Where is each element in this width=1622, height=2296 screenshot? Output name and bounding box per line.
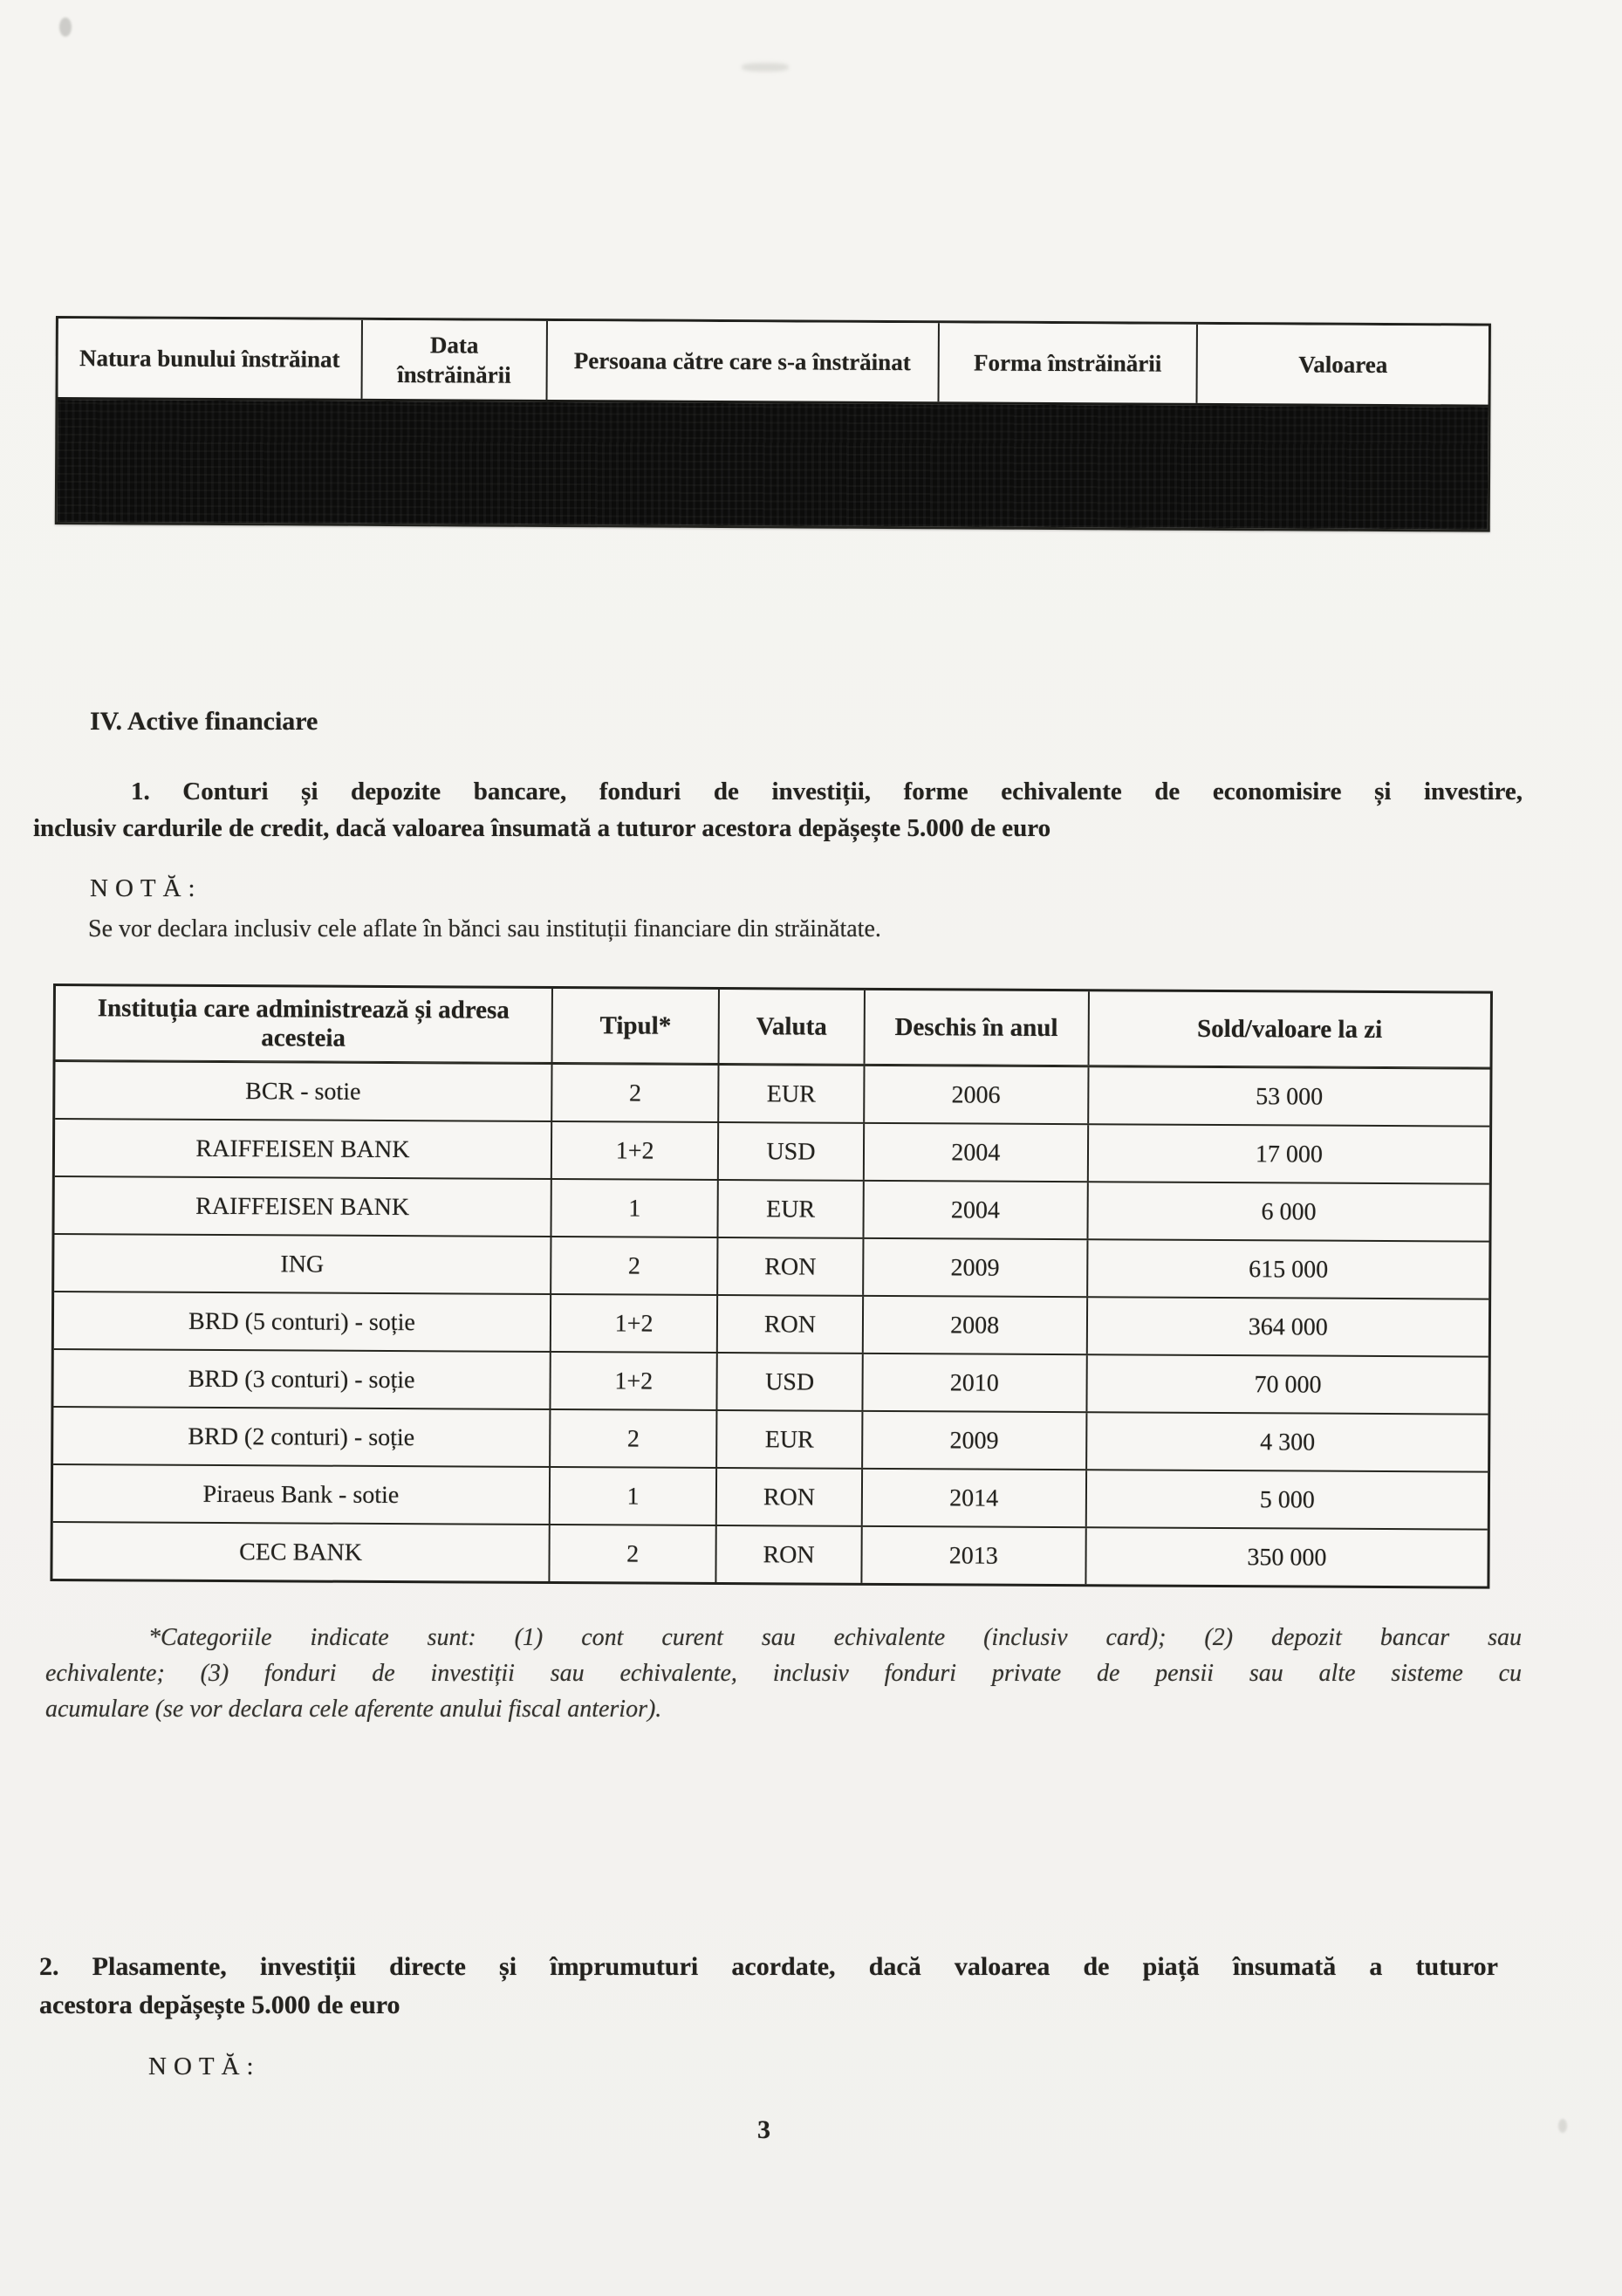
disposed-goods-table-header-row <box>58 319 1488 408</box>
page-number: 3 <box>757 2115 770 2144</box>
table-row <box>55 1175 1489 1241</box>
cell-currency: USD <box>719 1123 865 1180</box>
disposed-goods-table <box>55 316 1491 532</box>
cell-type: 1 <box>551 1468 718 1525</box>
table-row <box>53 1463 1488 1529</box>
cell-balance: 53 000 <box>1256 1082 1324 1111</box>
cell-opened: 2009 <box>864 1239 1088 1296</box>
accounts-table-header-row <box>56 986 1490 1068</box>
header-valuta: Valuta <box>720 990 866 1064</box>
cell-balance: 350 000 <box>1247 1543 1327 1572</box>
redacted-block <box>58 400 1489 530</box>
cell-balance: 4 300 <box>1260 1428 1316 1456</box>
table-row <box>54 1291 1489 1356</box>
header-sold-valoare: Sold/valoare la zi <box>1196 1014 1383 1044</box>
section-iv-item1-paragraph <box>33 773 1523 846</box>
nota-label-1: NOTĂ: <box>90 874 202 902</box>
cell-opened: 2006 <box>865 1066 1089 1123</box>
cell-currency: EUR <box>720 1066 866 1122</box>
cell-currency: USD <box>718 1354 864 1410</box>
cell-opened: 2008 <box>863 1297 1087 1354</box>
cell-institution: ING <box>54 1235 551 1293</box>
cell-institution: BRD (5 conturi) - soție <box>54 1292 551 1351</box>
cell-opened: 2014 <box>862 1470 1086 1526</box>
nota-text-1: Se vor declara inclusiv cele aflate în bănci sau instituții financiare din străinătate. <box>88 915 881 942</box>
cell-balance: 364 000 <box>1248 1312 1328 1341</box>
cell-type: 2 <box>551 1410 718 1467</box>
cell-type: 2 <box>550 1525 717 1582</box>
header-institutia: Instituția care administrează și adresa acesteia <box>56 986 553 1062</box>
cell-institution: BRD (3 conturi) - soție <box>53 1350 551 1408</box>
cell-opened: 2010 <box>863 1354 1087 1411</box>
table-row <box>53 1348 1488 1414</box>
section-iv-title: IV. Active financiare <box>90 707 318 736</box>
table-row <box>55 1060 1489 1126</box>
cell-institution: Piraeus Bank - sotie <box>53 1465 551 1524</box>
cell-type: 1+2 <box>551 1353 718 1409</box>
categories-footnote <box>45 1620 1522 1727</box>
footnote-line-1: *Categoriile indicate sunt: (1) cont curent sau echivalente (inclusiv card); (2) depozit bancar sau <box>148 1624 1522 1651</box>
cell-currency: EUR <box>719 1181 865 1237</box>
cell-type: 2 <box>552 1065 720 1121</box>
nota-label-2: NOTĂ: <box>148 2053 261 2080</box>
cell-balance: 6 000 <box>1261 1197 1317 1226</box>
cell-currency: EUR <box>717 1411 863 1468</box>
table-row <box>55 1118 1489 1183</box>
cell-balance: 615 000 <box>1249 1255 1329 1284</box>
cell-type: 2 <box>551 1237 719 1294</box>
cell-balance: 70 000 <box>1254 1370 1322 1399</box>
cell-currency: RON <box>717 1526 863 1583</box>
item1-line-2: inclusiv cardurile de credit, dacă valoarea însumată a tuturor acestora depășește 5.000 de euro <box>33 814 1051 842</box>
scan-artifact-smudge <box>742 63 789 72</box>
cell-type: 1 <box>551 1180 719 1237</box>
header-forma: Forma înstrăinării <box>939 323 1198 403</box>
header-valoarea: Valoarea <box>1298 351 1388 378</box>
cell-institution: RAIFFEISEN BANK <box>55 1177 552 1236</box>
cell-balance: 17 000 <box>1255 1140 1323 1169</box>
table-row <box>54 1233 1489 1299</box>
section-2-line-1: 2. Plasamente, investiții directe și împrumuturi acordate, dacă valoarea de piață însumată a tuturor <box>39 1952 1498 1981</box>
cell-balance: 5 000 <box>1259 1485 1315 1514</box>
header-natura-bunului: Natura bunului înstrăinat <box>58 319 364 399</box>
scan-artifact-speck <box>1558 2119 1567 2133</box>
cell-opened: 2004 <box>864 1182 1088 1238</box>
item1-line-1: 1. Conturi și depozite bancare, fonduri de investiții, forme echivalente de economisire și investire, <box>131 778 1523 805</box>
footnote-line-3: acumulare (se vor declara cele aferente anului fiscal anterior). <box>45 1696 662 1723</box>
cell-opened: 2004 <box>865 1124 1089 1181</box>
cell-institution: BRD (2 conturi) - soție <box>53 1408 551 1466</box>
header-tipul: Tipul* <box>553 989 721 1063</box>
cell-institution: BCR - sotie <box>55 1062 552 1121</box>
header-data-instrainarii: Data înstrăinării <box>363 320 548 400</box>
cell-opened: 2009 <box>863 1412 1087 1469</box>
cell-currency: RON <box>718 1296 864 1353</box>
table-row <box>52 1521 1487 1587</box>
scan-artifact-dot <box>59 17 72 37</box>
cell-type: 1+2 <box>551 1295 719 1352</box>
cell-type: 1+2 <box>552 1122 720 1179</box>
accounts-table <box>50 984 1493 1589</box>
section-2-paragraph <box>39 1948 1498 2025</box>
section-2-line-2: acestora depășește 5.000 de euro <box>39 1991 400 2019</box>
header-deschis-in-anul: Deschis în anul <box>865 990 1090 1065</box>
cell-currency: RON <box>717 1469 863 1525</box>
footnote-line-2: echivalente; (3) fonduri de investiții sau echivalente, inclusiv fonduri private de pensii sau alte sisteme cu <box>45 1660 1522 1687</box>
header-persoana: Persoana către care s-a înstrăinat <box>547 321 940 401</box>
cell-institution: CEC BANK <box>52 1523 550 1581</box>
cell-opened: 2013 <box>862 1527 1086 1584</box>
cell-institution: RAIFFEISEN BANK <box>55 1120 552 1178</box>
cell-currency: RON <box>718 1238 864 1295</box>
table-row <box>53 1406 1488 1471</box>
